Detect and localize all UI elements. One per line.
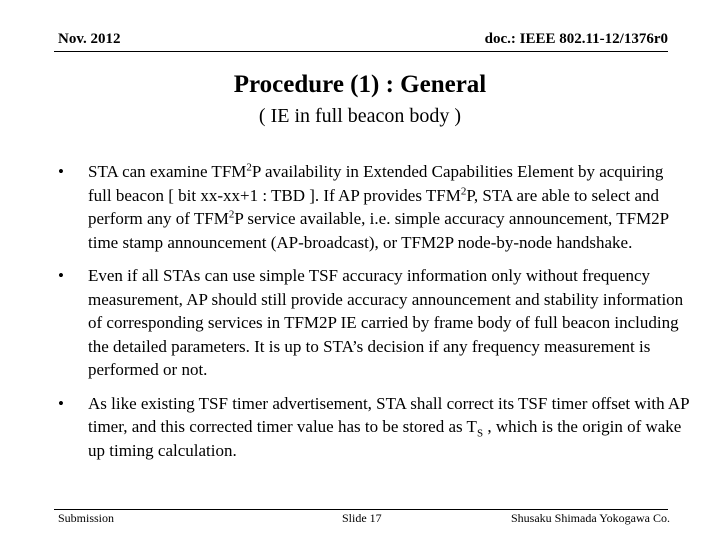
bullet-list bbox=[58, 160, 690, 472]
footer-author: Shusaku Shimada Yokogawa Co. bbox=[510, 511, 670, 525]
footer-divider bbox=[54, 509, 668, 510]
bullet-marker: • bbox=[58, 393, 64, 413]
bullet-marker: • bbox=[58, 162, 64, 181]
bullet-text: STA can examine TFM$^2$P availability in Extended Capabilities Element by acquiring full beacon [ bit xx-xx+1 : TBD ]. If AP provides TFM$^2$P, STA are able to select and perform any of TFM$^2$P service available, i.e. simple accuracy announcement, TFM2P time stamp announcement (AP-broadcast), or TFM2P node-by-node handshake. bbox=[88, 161, 669, 252]
slide-title: Procedure (1) : General bbox=[233, 71, 487, 98]
bullet-item bbox=[58, 392, 690, 463]
bullet-text: Even if all STAs can use simple TSF accuracy information only without frequency measurement, AP should still provide accuracy announcement and stability information of corresponding services in TFM2P IE carried by frame body of full beacon including the detailed parameters. It is up to STA’s decision if any frequency measurement is performed or not. bbox=[88, 266, 684, 379]
bullet-item bbox=[58, 264, 690, 382]
bullet-text: As like existing TSF timer advertisement, STA shall correct its TSF timer offset with AP timer, and this corrected timer value has to be stored as $T_S$ , which is the origin of wake up timing calculation. bbox=[88, 393, 689, 460]
header-date: Nov. 2012 bbox=[58, 31, 121, 47]
slide-subtitle: ( IE in full beacon body ) bbox=[258, 105, 462, 127]
header-doc-id: doc.: IEEE 802.11-12/1376r0 bbox=[484, 31, 668, 47]
header-divider bbox=[54, 51, 668, 52]
bullet-marker: • bbox=[58, 266, 64, 285]
footer-slide-number: Slide 17 bbox=[342, 511, 382, 525]
bullet-item bbox=[58, 160, 690, 254]
footer-submission: Submission bbox=[58, 511, 115, 525]
